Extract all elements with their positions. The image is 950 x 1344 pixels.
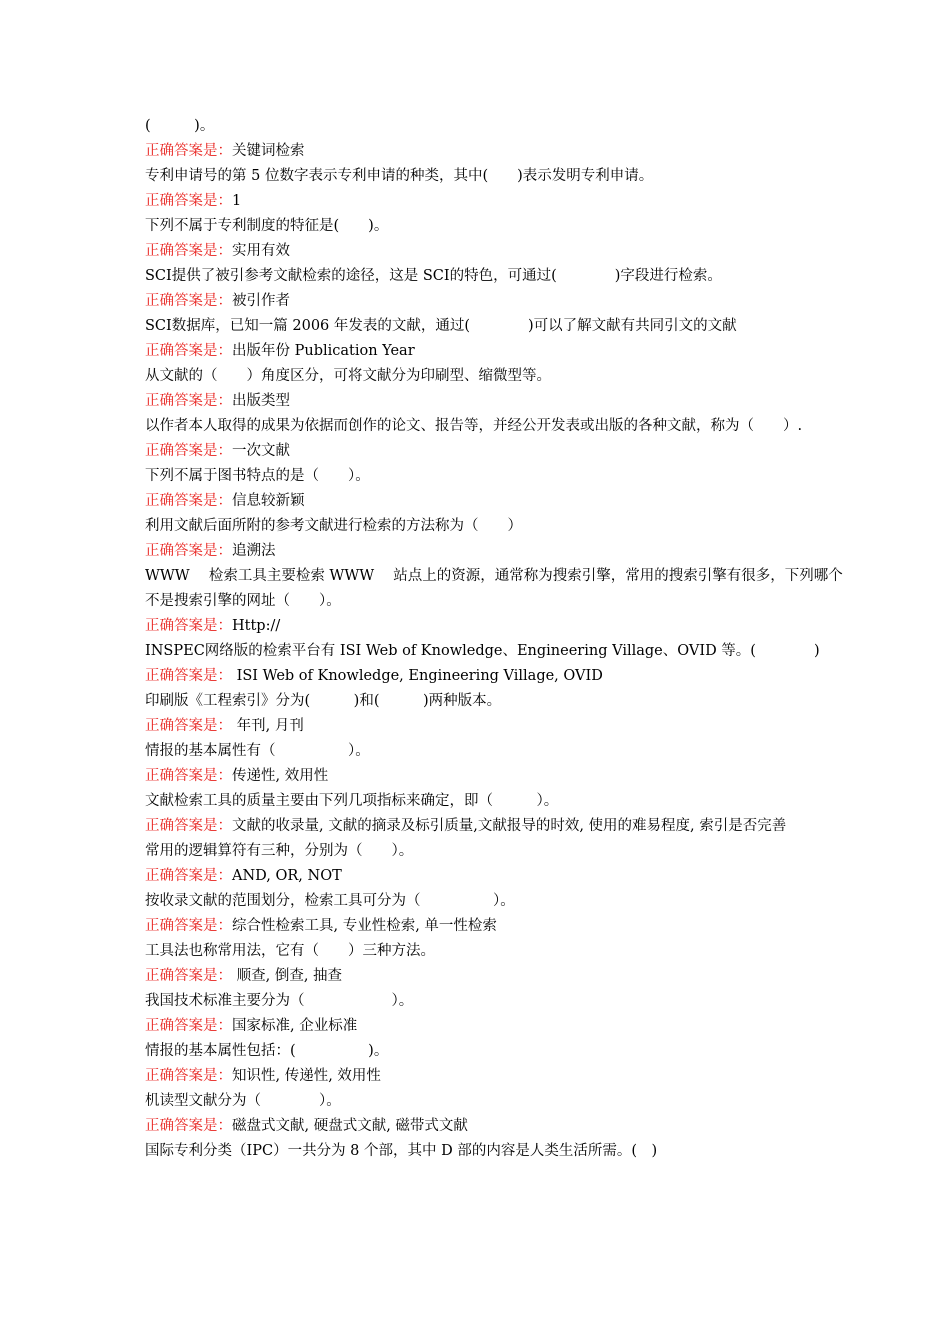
answer-line [145,539,855,564]
question-text: 印刷版《工程索引》分为( )和( )两种版本。 [145,693,502,709]
question-text: 按收录文献的范围划分，检索工具可分为（ ）。 [145,893,515,909]
answer-label: 正确答案是： [145,443,232,459]
answer-text: 出版类型 [232,393,290,409]
answer-label: 正确答案是： [145,618,232,634]
answer-line [145,714,855,739]
answer-line [145,189,855,214]
answer-text: 一次文献 [232,443,290,459]
answer-text: 年刊, 月刊 [232,718,304,734]
question-text: 我国技术标准主要分为（ ）。 [145,993,414,1009]
answer-label: 正确答案是： [145,143,232,159]
answer-line [145,814,855,839]
document-page [145,114,855,1164]
answer-label: 正确答案是： [145,1118,232,1134]
answer-label: 正确答案是： [145,543,232,559]
answer-line [145,439,855,464]
answer-label: 正确答案是： [145,343,232,359]
answer-text: 追溯法 [232,543,276,559]
question-text: 从文献的（ ）角度区分，可将文献分为印刷型、缩微型等。 [145,368,551,384]
question-text: 国际专利分类（IPC）一共分为 8 个部，其中 D 部的内容是人类生活所需。( ) [145,1143,658,1159]
answer-line [145,239,855,264]
answer-text: 综合性检索工具, 专业性检索, 单一性检索 [232,918,497,934]
question-text: 以作者本人取得的成果为依据而创作的论文、报告等，并经公开发表或出版的各种文献，称为（ ）. [145,418,803,434]
answer-line [145,914,855,939]
answer-text: 磁盘式文献, 硬盘式文献, 磁带式文献 [232,1118,468,1134]
question-text: 工具法也称常用法，它有（ ）三种方法。 [145,943,435,959]
qa-list [145,139,855,1164]
answer-line [145,964,855,989]
answer-label: 正确答案是： [145,293,232,309]
answer-line [145,489,855,514]
answer-label: 正确答案是： [145,818,232,834]
answer-text: 知识性, 传递性, 效用性 [232,1068,381,1084]
answer-text: 国家标准, 企业标准 [232,1018,358,1034]
answer-line [145,139,855,164]
answer-label: 正确答案是： [145,243,232,259]
question-text: INSPEC网络版的检索平台有 ISI Web of Knowledge、Engineering Village、OVID 等。( ) [145,643,820,659]
question-text: 利用文献后面所附的参考文献进行检索的方法称为（ ） [145,518,522,534]
question-fragment: ( )。 [145,118,215,134]
answer-text: 文献的收录量, 文献的摘录及标引质量,文献报导的时效, 使用的难易程度, 索引是否完善 [232,818,787,834]
answer-text: ISI Web of Knowledge, Engineering Village, OVID [232,668,603,684]
answer-text: Http:// [232,618,281,634]
answer-label: 正确答案是： [145,1018,232,1034]
question-text: 文献检索工具的质量主要由下列几项指标来确定，即（ ）。 [145,793,559,809]
answer-label: 正确答案是： [145,868,232,884]
answer-line [145,339,855,364]
answer-text: AND, OR, NOT [232,868,342,884]
answer-line [145,764,855,789]
answer-text: 传递性, 效用性 [232,768,329,784]
answer-line [145,664,855,689]
question-text: 下列不属于图书特点的是（ ）。 [145,468,370,484]
answer-text: 出版年份 Publication Year [232,343,415,359]
answer-label: 正确答案是： [145,918,232,934]
answer-text: 被引作者 [232,293,290,309]
answer-text: 顺查, 倒查, 抽查 [232,968,343,984]
answer-line [145,389,855,414]
question-text: 机读型文献分为（ ）。 [145,1093,341,1109]
answer-label: 正确答案是： [145,393,232,409]
answer-line [145,1064,855,1089]
answer-line [145,289,855,314]
answer-label: 正确答案是： [145,718,232,734]
answer-label: 正确答案是： [145,668,232,684]
answer-label: 正确答案是： [145,768,232,784]
answer-line [145,1114,855,1139]
question-text: SCI数据库，已知一篇 2006 年发表的文献，通过( )可以了解文献有共同引文的文献 [145,318,737,334]
question-text: 常用的逻辑算符有三种，分别为（ ）。 [145,843,414,859]
answer-label: 正确答案是： [145,968,232,984]
answer-text: 实用有效 [232,243,290,259]
answer-label: 正确答案是： [145,193,232,209]
question-text: 情报的基本属性有（ ）。 [145,743,370,759]
answer-label: 正确答案是： [145,1068,232,1084]
answer-text: 信息较新颖 [232,493,305,509]
answer-line [145,864,855,889]
answer-text: 关键词检索 [232,143,305,159]
question-text: 下列不属于专利制度的特征是( )。 [145,218,389,234]
answer-text: 1 [232,193,242,209]
question-text: 专利申请号的第 5 位数字表示专利申请的种类，其中( )表示发明专利申请。 [145,168,654,184]
answer-label: 正确答案是： [145,493,232,509]
question-text: SCI提供了被引参考文献检索的途径，这是 SCI的特色，可通过( )字段进行检索。 [145,268,722,284]
answer-line [145,1014,855,1039]
question-text: WWW 检索工具主要检索 WWW 站点上的资源，通常称为搜索引擎，常用的搜索引擎有很多，下列哪个不是搜索引擎的网址（ ）。 [145,568,843,609]
question-text: 情报的基本属性包括：( )。 [145,1043,389,1059]
answer-line [145,614,855,639]
